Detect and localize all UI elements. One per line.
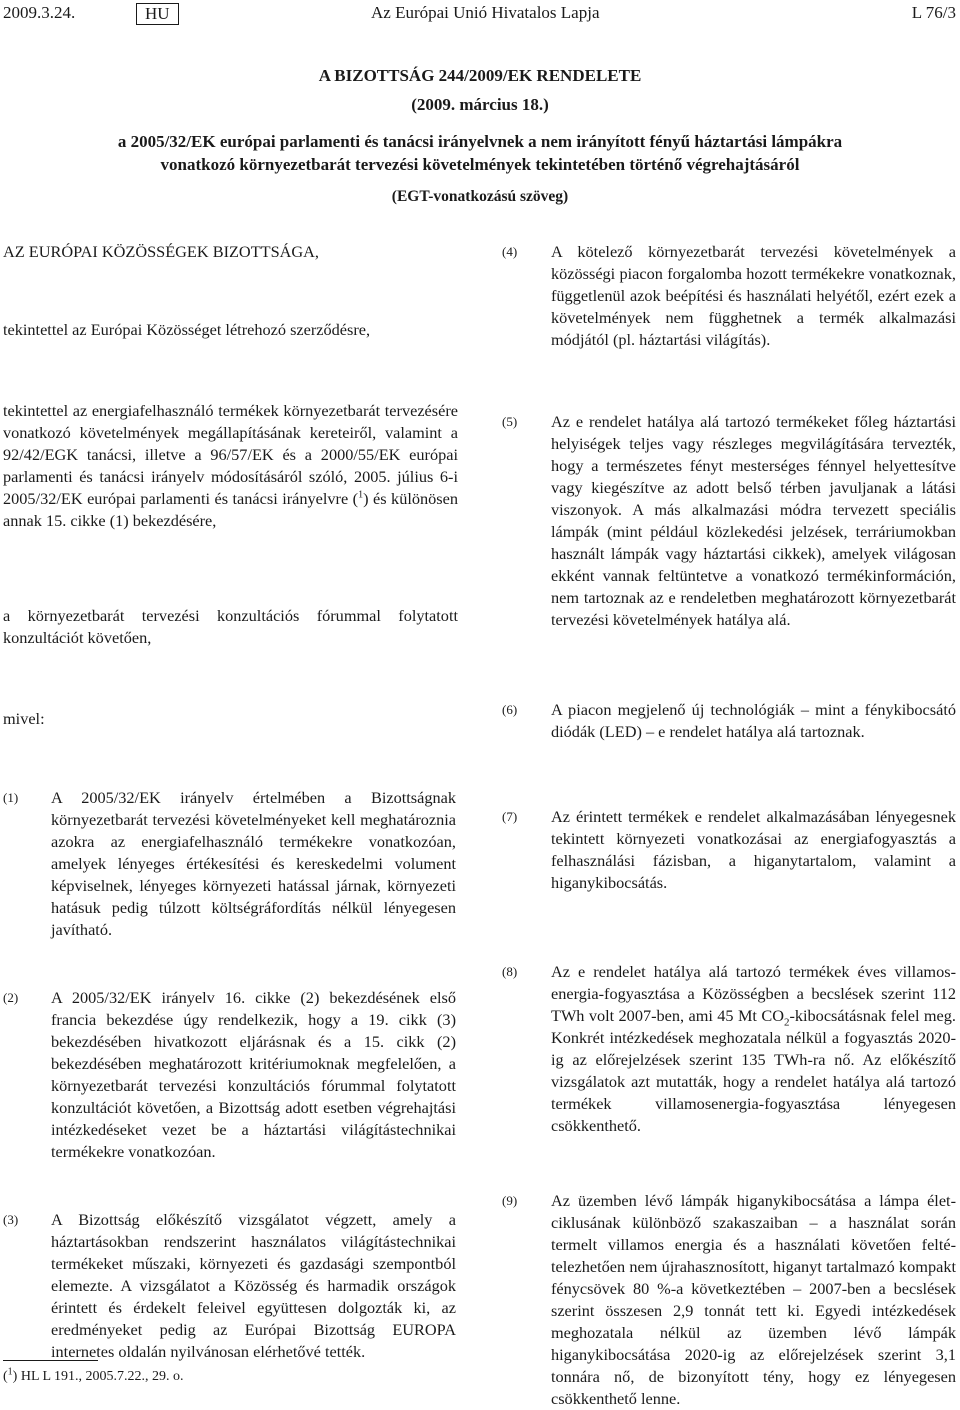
language-badge: HU — [136, 3, 179, 25]
eea-relevance: (EGT-vonatkozású szöveg) — [391, 188, 569, 205]
recital-3-number: (3) — [3, 1212, 19, 1227]
recital-7-text: Az érintett termékek e rendelet alkalmazásában lényegesnek tekintett környezeti vonatkozásai az energiafogyasztás a felhasználási fázisban, a higanytartalom, valamint a higanykibocsátás. — [551, 807, 956, 892]
recital-4-text: A kötelező környezetbarát tervezési követelmények a közösségi piacon forgalomba hozott termékekre vonatkoznak, függetlenül azok beépítési és használati helyétől, ezért ezek a követelmények nem függhetnek a termék alkalmazási módjától (pl. háztartási világítás). — [551, 242, 956, 349]
whereas-heading: mivel: — [3, 709, 45, 728]
regulation-subject-line-2: vonatkozó környezetbarát tervezési követelmények tekintetében történő végrehajtásáról — [160, 155, 800, 174]
footnote-text: HL L 191., 2005.7.22., 29. o. — [20, 1369, 184, 1384]
commission-heading: AZ EURÓPAI KÖZÖSSÉGEK BIZOTTSÁGA, — [3, 242, 319, 261]
footnote-separator — [3, 1360, 98, 1361]
page-header — [0, 3, 960, 27]
regulation-subject-line-1: a 2005/32/EK európai parlamenti és tanácsi irányelvnek a nem irányított fényű háztartási lámpákra — [117, 132, 843, 151]
journal-title: Az Európai Unió Hivatalos Lapja — [371, 3, 600, 22]
recital-2-number: (2) — [3, 990, 19, 1005]
header-date: 2009.3.24. — [3, 3, 76, 22]
footnote-mark: 1 — [7, 1366, 13, 1378]
citation-forum: a környezetbarát tervezési konzultációs fórummal folytatott konzultációt követően, — [3, 606, 458, 647]
recital-9-number: (9) — [502, 1193, 518, 1208]
recital-1-text: A 2005/32/EK irányelv értelmében a Bizottságnak környezetbarát tervezési követelményeket kell meghatároznia azokra az energiafelhasználó termékekre vonatkozóan, amelyek lényeges értékesítési és kereskedelmi volument képviselnek, lényeges környezeti hatással járnak, környezeti hatásuk pedig túlzott költségráfordítás nélkül lényegesen javítható. — [51, 788, 456, 939]
page-number: L 76/3 — [911, 3, 956, 22]
recital-7-number: (7) — [502, 809, 518, 824]
citation-treaty: tekintettel az Európai Közösséget létrehozó szerződésre, — [3, 320, 371, 339]
recital-9-text: Az üzemben lévő lámpák higanykibocsátása a lámpa életciklusának különböző szakaszaiban – a használat során termelt villamos energia és a használati követően feltételezhetően nem újrahasznosított, higanyt tartalmazó kompakt fénycsövek 80 %-a következtében – 2007-ben a becslések szerint összesen 2,9 tonnát tett ki. Egyedi intézkedések meghozatala nélkül az üzemben lévő lámpák higanykibocsátása 2020-ig az előrejelzések szerint 3,1 tonnára nő, de bizonyított tény, hogy ez lényegesen csökkenthető lenne. — [551, 1191, 956, 1408]
citation-directive: tekintettel az energiafelhasználó termékek környezetbarát tervezésére vonatkozó követelmények megállapításának kereteiről, valamint a 92/42/EGK tanácsi, illetve a 96/57/EK és a 2000/55/EK európai parlamenti és tanácsi irányelv módosításáról szóló, 2005. július 6-i 2005/32/EK európai parlamenti és tanácsi irányelvre ($^1$) és különösen annak 15. cikke (1) bekezdésére, — [3, 401, 458, 530]
recital-8-number: (8) — [502, 964, 518, 979]
regulation-date: (2009. március 18.) — [411, 95, 549, 114]
recital-2-text: A 2005/32/EK irányelv 16. cikke (2) bekezdésének első francia bekezdése úgy rendelkezik, hogy a 19. cikk (3) bekezdésében hivatkozott eljárásnak és a 15. cikk (2) bekezdésében meghatározott kritériumoknak megfelelően, a környezetbarát tervezési konzultációs fórummal folytatott konzultációt követően, a Bizottság adott esetben végrehajtási intézkedéseket vezet be a háztartási világítástechnikai termékekre vonatkozóan. — [51, 988, 456, 1161]
recital-5-text: Az e rendelet hatálya alá tartozó termékeket főleg háztartási helyiségek teljes vagy részleges megvilágítására tervezték, hogy a természetes fényt mesterséges fénnyel helyettesítve vagy kiegészítve az adott belső térben javuljanak a látási viszonyok. A más alkalmazási módra tervezett speciális lámpák (mint például közlekedési jelzések, terráriumokban használt lámpák vagy háztartási cikkek), amelyek világosan ekként vannak feltüntetve a vonatkozó termékinformáción, nem tartoznak az e rendeletben meghatározott környezetbarát tervezési követelmények hatálya alá. — [551, 412, 956, 629]
recital-3-text: A Bizottság előkészítő vizsgálatot végzett, amely a háztartásokban rendszerint használatos világítástechnikai termékeket műszaki, környezeti és gazdasági szempontból elemezte. A vizsgálatot a Közösség és harmadik országok érintett és érdekelt feleivel együttesen dolgozták ki, az eredményeket pedig az Európai Bizottság EUROPA internetes oldalán nyilvánosan elérhetővé tették. — [51, 1210, 456, 1361]
recital-4-number: (4) — [502, 244, 518, 259]
footnote-reference: 1 — [358, 489, 364, 501]
recital-6-number: (6) — [502, 702, 518, 717]
recital-5-number: (5) — [502, 414, 518, 429]
recital-6-text: A piacon megjelenő új technológiák – mint a fénykibocsátó diódák (LED) – e rendelet hatálya alá tartoznak. — [551, 700, 956, 741]
regulation-title: A BIZOTTSÁG 244/2009/EK RENDELETE — [318, 66, 642, 85]
footnote: ($^1$) HL L 191., 2005.7.22., 29. o. — [3, 1366, 184, 1384]
recital-8-text: Az e rendelet hatálya alá tartozó termékek éves villamosenergia-fogyasztása a Közösségben a becslések szerint 112 TWh volt 2007-ben, ami 45 Mt $CO_2$-kibocsátásnak felel meg. Konkrét intézkedések meghozatala nélkül a fogyasztás 2020-ig az előrejelzések szerint 135 TWh-ra nő. Az előkészítő vizsgálatok azt mutatták, hogy a rendelet hatálya alá tartozó termékek villamosenergia-fogyasztása lényegesen csökkenthető. — [551, 962, 956, 1135]
recital-1-number: (1) — [3, 790, 19, 805]
